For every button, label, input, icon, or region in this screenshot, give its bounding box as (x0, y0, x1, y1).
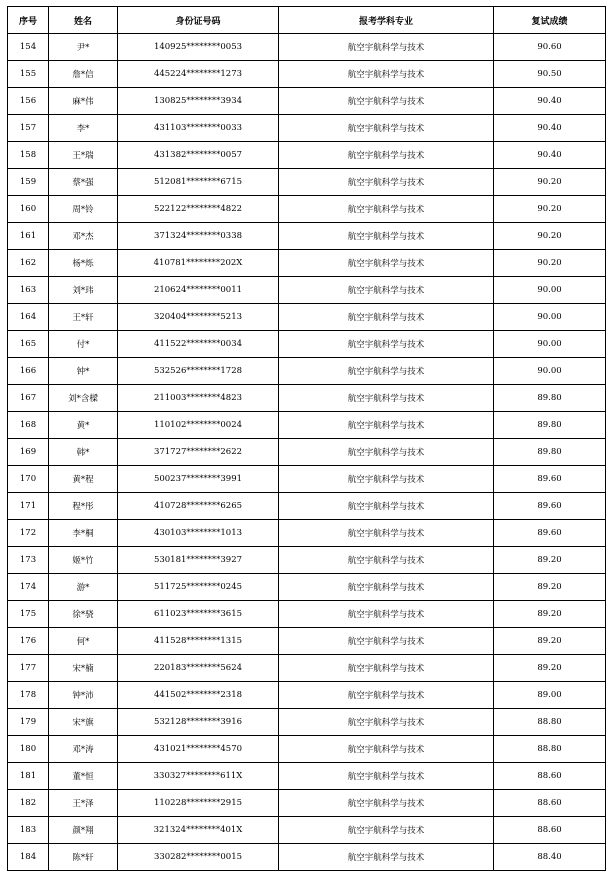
table-row (8, 331, 606, 358)
table-row (8, 277, 606, 304)
table-row (8, 385, 606, 412)
cell-major: 航空宇航科学与技术 (279, 628, 494, 655)
table-row (8, 763, 606, 790)
cell-id-number: 522122********4822 (118, 196, 279, 223)
cell-name: 邓*涛 (49, 736, 118, 763)
cell-name: 周*铃 (49, 196, 118, 223)
cell-name: 钟* (49, 358, 118, 385)
cell-name: 程*彤 (49, 493, 118, 520)
cell-id-number: 445224********1273 (118, 61, 279, 88)
cell-name: 詹*信 (49, 61, 118, 88)
table-row (8, 709, 606, 736)
table-row (8, 34, 606, 61)
cell-score: 89.80 (494, 385, 606, 412)
cell-id-number: 371324********0338 (118, 223, 279, 250)
cell-id-number: 371727********2622 (118, 439, 279, 466)
cell-major: 航空宇航科学与技术 (279, 817, 494, 844)
table-row (8, 466, 606, 493)
cell-major: 航空宇航科学与技术 (279, 277, 494, 304)
table-row (8, 115, 606, 142)
table-row (8, 574, 606, 601)
cell-id-number: 140925********0053 (118, 34, 279, 61)
cell-seq: 154 (8, 34, 49, 61)
cell-seq: 158 (8, 142, 49, 169)
header-seq: 序号 (8, 7, 49, 34)
cell-score: 90.20 (494, 169, 606, 196)
cell-major: 航空宇航科学与技术 (279, 250, 494, 277)
cell-id-number: 511725********0245 (118, 574, 279, 601)
cell-seq: 171 (8, 493, 49, 520)
cell-seq: 155 (8, 61, 49, 88)
header-id-number: 身份证号码 (118, 7, 279, 34)
cell-id-number: 330282********0015 (118, 844, 279, 871)
cell-id-number: 530181********3927 (118, 547, 279, 574)
cell-score: 90.20 (494, 223, 606, 250)
cell-score: 90.40 (494, 142, 606, 169)
cell-id-number: 410728********6265 (118, 493, 279, 520)
table-row (8, 223, 606, 250)
table-row (8, 844, 606, 871)
cell-major: 航空宇航科学与技术 (279, 574, 494, 601)
cell-major: 航空宇航科学与技术 (279, 466, 494, 493)
cell-major: 航空宇航科学与技术 (279, 34, 494, 61)
cell-name: 刘*玮 (49, 277, 118, 304)
cell-name: 宋*楠 (49, 655, 118, 682)
cell-seq: 172 (8, 520, 49, 547)
cell-id-number: 512081********6715 (118, 169, 279, 196)
cell-id-number: 321324********401X (118, 817, 279, 844)
cell-seq: 162 (8, 250, 49, 277)
cell-id-number: 441502********2318 (118, 682, 279, 709)
cell-name: 王*轩 (49, 304, 118, 331)
table-body (8, 34, 606, 871)
cell-seq: 174 (8, 574, 49, 601)
cell-score: 88.60 (494, 817, 606, 844)
cell-major: 航空宇航科学与技术 (279, 88, 494, 115)
cell-name: 杨*烁 (49, 250, 118, 277)
cell-name: 韩* (49, 439, 118, 466)
cell-id-number: 411528********1315 (118, 628, 279, 655)
cell-seq: 176 (8, 628, 49, 655)
cell-score: 89.20 (494, 655, 606, 682)
cell-major: 航空宇航科学与技术 (279, 385, 494, 412)
cell-score: 90.20 (494, 250, 606, 277)
cell-name: 陈*轩 (49, 844, 118, 871)
table-row (8, 493, 606, 520)
cell-major: 航空宇航科学与技术 (279, 223, 494, 250)
cell-name: 王*瑞 (49, 142, 118, 169)
cell-score: 88.40 (494, 844, 606, 871)
cell-score: 88.80 (494, 709, 606, 736)
cell-score: 89.20 (494, 574, 606, 601)
cell-major: 航空宇航科学与技术 (279, 520, 494, 547)
cell-major: 航空宇航科学与技术 (279, 115, 494, 142)
cell-major: 航空宇航科学与技术 (279, 196, 494, 223)
cell-score: 89.20 (494, 628, 606, 655)
cell-name: 刘*含樑 (49, 385, 118, 412)
cell-score: 90.00 (494, 331, 606, 358)
cell-score: 89.20 (494, 547, 606, 574)
cell-name: 董*恒 (49, 763, 118, 790)
cell-id-number: 211003********4823 (118, 385, 279, 412)
cell-major: 航空宇航科学与技术 (279, 547, 494, 574)
cell-name: 付* (49, 331, 118, 358)
cell-seq: 163 (8, 277, 49, 304)
score-list-sheet (7, 6, 605, 871)
cell-score: 90.00 (494, 304, 606, 331)
cell-seq: 173 (8, 547, 49, 574)
cell-id-number: 431021********4570 (118, 736, 279, 763)
cell-id-number: 320404********5213 (118, 304, 279, 331)
cell-score: 89.20 (494, 601, 606, 628)
cell-score: 89.60 (494, 493, 606, 520)
cell-major: 航空宇航科学与技术 (279, 169, 494, 196)
cell-name: 黄*程 (49, 466, 118, 493)
cell-major: 航空宇航科学与技术 (279, 142, 494, 169)
cell-id-number: 431103********0033 (118, 115, 279, 142)
cell-name: 何* (49, 628, 118, 655)
cell-name: 蔡*强 (49, 169, 118, 196)
cell-id-number: 500237********3991 (118, 466, 279, 493)
cell-major: 航空宇航科学与技术 (279, 61, 494, 88)
cell-major: 航空宇航科学与技术 (279, 493, 494, 520)
cell-name: 宋*旗 (49, 709, 118, 736)
cell-seq: 159 (8, 169, 49, 196)
cell-name: 钟*沛 (49, 682, 118, 709)
table-row (8, 520, 606, 547)
header-name: 姓名 (49, 7, 118, 34)
cell-seq: 156 (8, 88, 49, 115)
cell-score: 90.00 (494, 277, 606, 304)
cell-major: 航空宇航科学与技术 (279, 601, 494, 628)
table-row (8, 304, 606, 331)
table-row (8, 169, 606, 196)
cell-seq: 169 (8, 439, 49, 466)
cell-name: 邓*杰 (49, 223, 118, 250)
score-table (7, 6, 606, 871)
cell-id-number: 532526********1728 (118, 358, 279, 385)
cell-id-number: 330327********611X (118, 763, 279, 790)
cell-score: 89.80 (494, 412, 606, 439)
cell-seq: 178 (8, 682, 49, 709)
cell-major: 航空宇航科学与技术 (279, 331, 494, 358)
cell-major: 航空宇航科学与技术 (279, 655, 494, 682)
cell-score: 89.80 (494, 439, 606, 466)
cell-name: 姬*竹 (49, 547, 118, 574)
cell-seq: 166 (8, 358, 49, 385)
table-row (8, 412, 606, 439)
cell-seq: 161 (8, 223, 49, 250)
cell-major: 航空宇航科学与技术 (279, 412, 494, 439)
header-major: 报考学科专业 (279, 7, 494, 34)
table-row (8, 142, 606, 169)
table-row (8, 736, 606, 763)
cell-major: 航空宇航科学与技术 (279, 682, 494, 709)
table-row (8, 682, 606, 709)
cell-major: 航空宇航科学与技术 (279, 736, 494, 763)
header-row (8, 7, 606, 34)
cell-seq: 175 (8, 601, 49, 628)
cell-score: 89.00 (494, 682, 606, 709)
table-row (8, 88, 606, 115)
cell-seq: 179 (8, 709, 49, 736)
cell-score: 88.60 (494, 790, 606, 817)
cell-seq: 181 (8, 763, 49, 790)
cell-seq: 182 (8, 790, 49, 817)
cell-seq: 160 (8, 196, 49, 223)
cell-major: 航空宇航科学与技术 (279, 790, 494, 817)
cell-seq: 157 (8, 115, 49, 142)
cell-seq: 184 (8, 844, 49, 871)
cell-seq: 165 (8, 331, 49, 358)
cell-name: 游* (49, 574, 118, 601)
table-row (8, 358, 606, 385)
cell-score: 88.60 (494, 763, 606, 790)
cell-name: 徐*骁 (49, 601, 118, 628)
cell-name: 颜*翔 (49, 817, 118, 844)
table-row (8, 547, 606, 574)
cell-seq: 180 (8, 736, 49, 763)
table-row (8, 250, 606, 277)
table-row (8, 439, 606, 466)
cell-id-number: 110102********0024 (118, 412, 279, 439)
cell-seq: 170 (8, 466, 49, 493)
table-row (8, 196, 606, 223)
table-row (8, 790, 606, 817)
cell-major: 航空宇航科学与技术 (279, 304, 494, 331)
cell-id-number: 532128********3916 (118, 709, 279, 736)
cell-score: 89.60 (494, 466, 606, 493)
cell-major: 航空宇航科学与技术 (279, 439, 494, 466)
cell-seq: 168 (8, 412, 49, 439)
cell-name: 李* (49, 115, 118, 142)
cell-score: 89.60 (494, 520, 606, 547)
cell-seq: 164 (8, 304, 49, 331)
cell-id-number: 411522********0034 (118, 331, 279, 358)
cell-name: 李*桐 (49, 520, 118, 547)
cell-name: 黄* (49, 412, 118, 439)
cell-id-number: 220183********5624 (118, 655, 279, 682)
cell-id-number: 110228********2915 (118, 790, 279, 817)
cell-id-number: 130825********3934 (118, 88, 279, 115)
cell-seq: 167 (8, 385, 49, 412)
cell-major: 航空宇航科学与技术 (279, 763, 494, 790)
cell-id-number: 410781********202X (118, 250, 279, 277)
cell-score: 90.50 (494, 61, 606, 88)
cell-major: 航空宇航科学与技术 (279, 844, 494, 871)
cell-id-number: 210624********0011 (118, 277, 279, 304)
cell-name: 尹* (49, 34, 118, 61)
cell-id-number: 611023********3615 (118, 601, 279, 628)
cell-score: 90.60 (494, 34, 606, 61)
cell-score: 90.40 (494, 115, 606, 142)
cell-score: 90.00 (494, 358, 606, 385)
table-row (8, 817, 606, 844)
cell-major: 航空宇航科学与技术 (279, 709, 494, 736)
cell-score: 90.20 (494, 196, 606, 223)
cell-score: 88.80 (494, 736, 606, 763)
cell-seq: 177 (8, 655, 49, 682)
cell-major: 航空宇航科学与技术 (279, 358, 494, 385)
cell-id-number: 431382********0057 (118, 142, 279, 169)
table-row (8, 655, 606, 682)
table-row (8, 628, 606, 655)
table-row (8, 61, 606, 88)
cell-name: 王*泽 (49, 790, 118, 817)
header-score: 复试成绩 (494, 7, 606, 34)
cell-id-number: 430103********1013 (118, 520, 279, 547)
cell-name: 麻*伟 (49, 88, 118, 115)
cell-score: 90.40 (494, 88, 606, 115)
cell-seq: 183 (8, 817, 49, 844)
table-row (8, 601, 606, 628)
